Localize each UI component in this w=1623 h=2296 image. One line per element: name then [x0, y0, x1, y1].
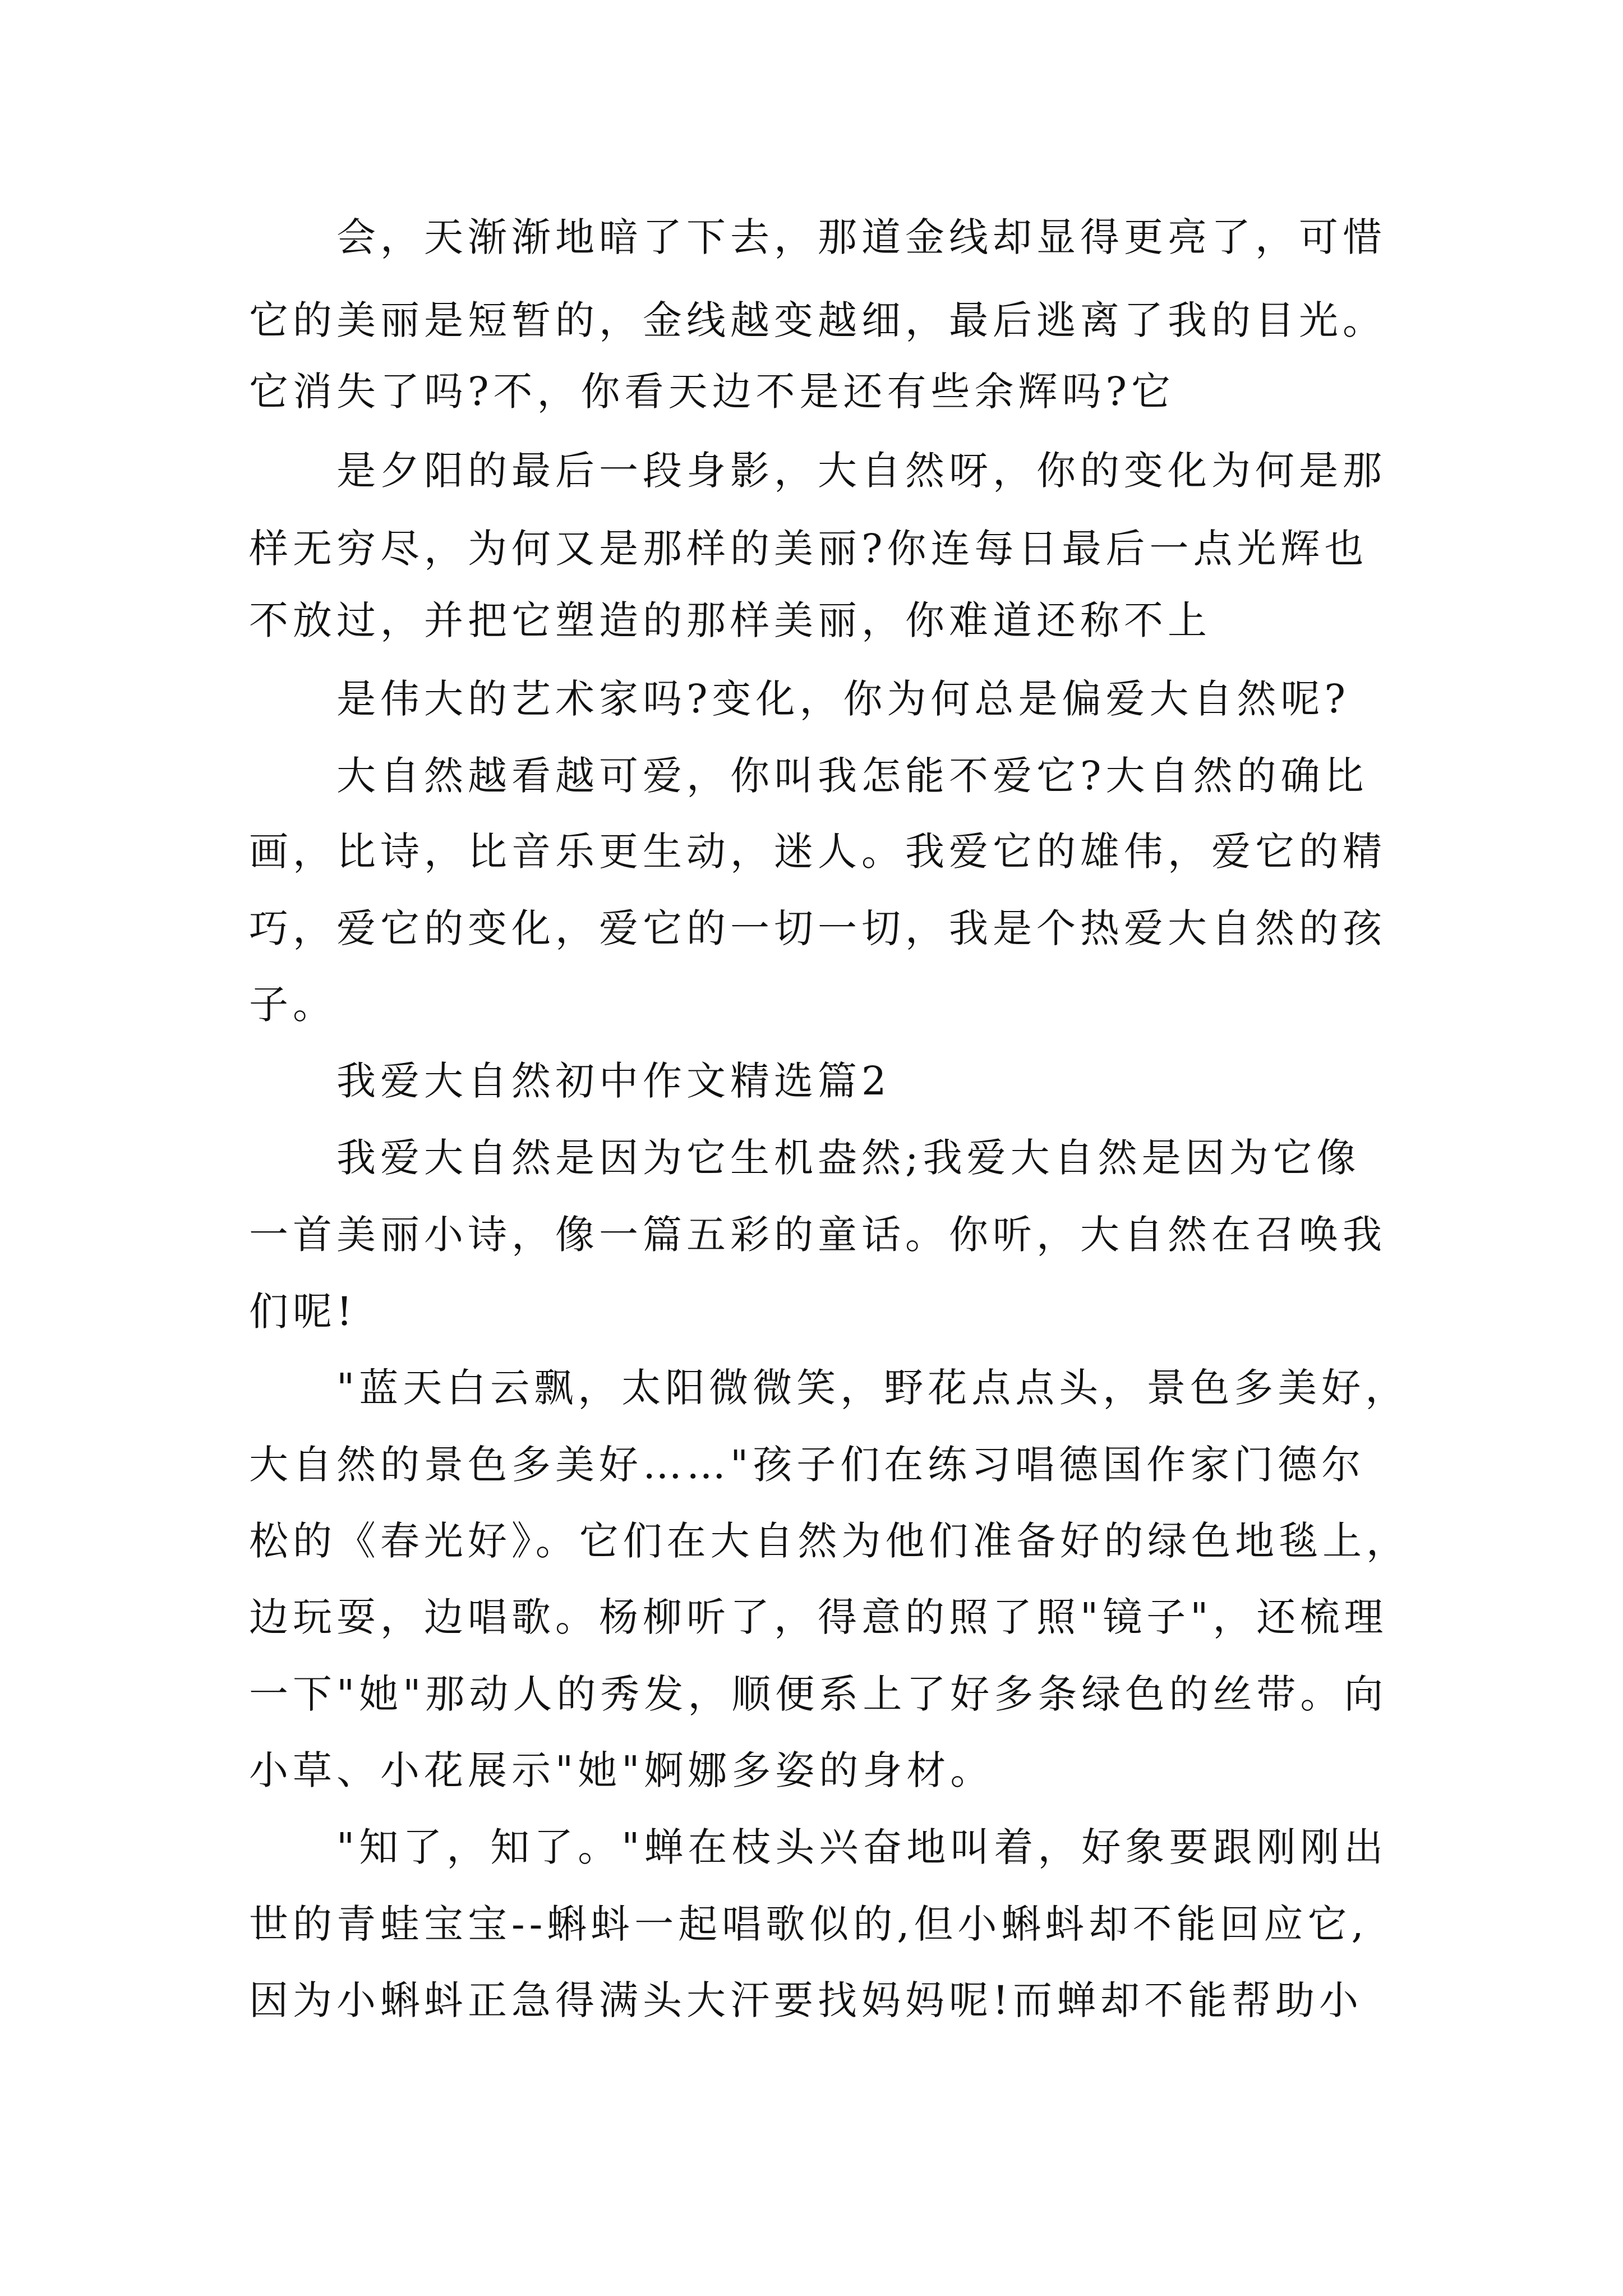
text-line: 我爱大自然是因为它生机盎然;我爱大自然是因为它像	[336, 1135, 1361, 1181]
text-line: 子。	[249, 982, 336, 1028]
text-line: 巧，爱它的变化，爱它的一切一切，我是个热爱大自然的孩	[249, 905, 1386, 951]
section-heading: 我爱大自然初中作文精选篇2	[336, 1058, 891, 1104]
text-line: "知了，知了。"蝉在枝头兴奋地叫着，好象要跟刚刚出	[336, 1824, 1388, 1870]
text-line: 一下"她"那动人的秀发，顺便系上了好多条绿色的丝带。向	[249, 1671, 1388, 1717]
text-line: 大自然越看越可爱，你叫我怎能不爱它?大自然的确比	[336, 753, 1368, 799]
text-line: 会，天渐渐地暗了下去，那道金线却显得更亮了，可惜	[336, 214, 1386, 260]
text-line: 们呢!	[249, 1289, 357, 1335]
text-line: 不放过，并把它塑造的那样美丽，你难道还称不上	[249, 597, 1211, 643]
text-line: 它的美丽是短暂的，金线越变越细，最后逃离了我的目光。	[249, 297, 1386, 343]
text-line: 松的《春光好》。它们在大自然为他们准备好的绿色地毯上，	[249, 1518, 1410, 1564]
text-line: 样无穷尽，为何又是那样的美丽?你连每日最后一点光辉也	[249, 526, 1368, 572]
text-line: "蓝天白云飘，太阳微微笑，野花点点头，景色多美好，	[336, 1365, 1409, 1411]
text-line: 它消失了吗?不，你看天边不是还有些余辉吗?它	[249, 369, 1175, 415]
text-line: 因为小蝌蚪正急得满头大汗要找妈妈呢!而蝉却不能帮助小	[249, 1977, 1363, 2023]
text-line: 是夕阳的最后一段身影，大自然呀，你的变化为何是那	[336, 448, 1386, 494]
text-line: 画，比诗，比音乐更生动，迷人。我爱它的雄伟，爱它的精	[249, 829, 1386, 875]
text-line: 世的青蛙宝宝--蝌蚪一起唱歌似的,但小蝌蚪却不能回应它,	[249, 1901, 1368, 1947]
text-line: 大自然的景色多美好……"孩子们在练习唱德国作家门德尔	[249, 1442, 1366, 1488]
text-line: 小草、小花展示"她"婀娜多姿的身材。	[249, 1747, 994, 1793]
text-line: 是伟大的艺术家吗?变化，你为何总是偏爱大自然呢?	[336, 676, 1350, 722]
text-line: 一首美丽小诗，像一篇五彩的童话。你听，大自然在召唤我	[249, 1212, 1386, 1258]
text-line: 边玩耍，边唱歌。杨柳听了，得意的照了照"镜子"，还梳理	[249, 1594, 1388, 1640]
